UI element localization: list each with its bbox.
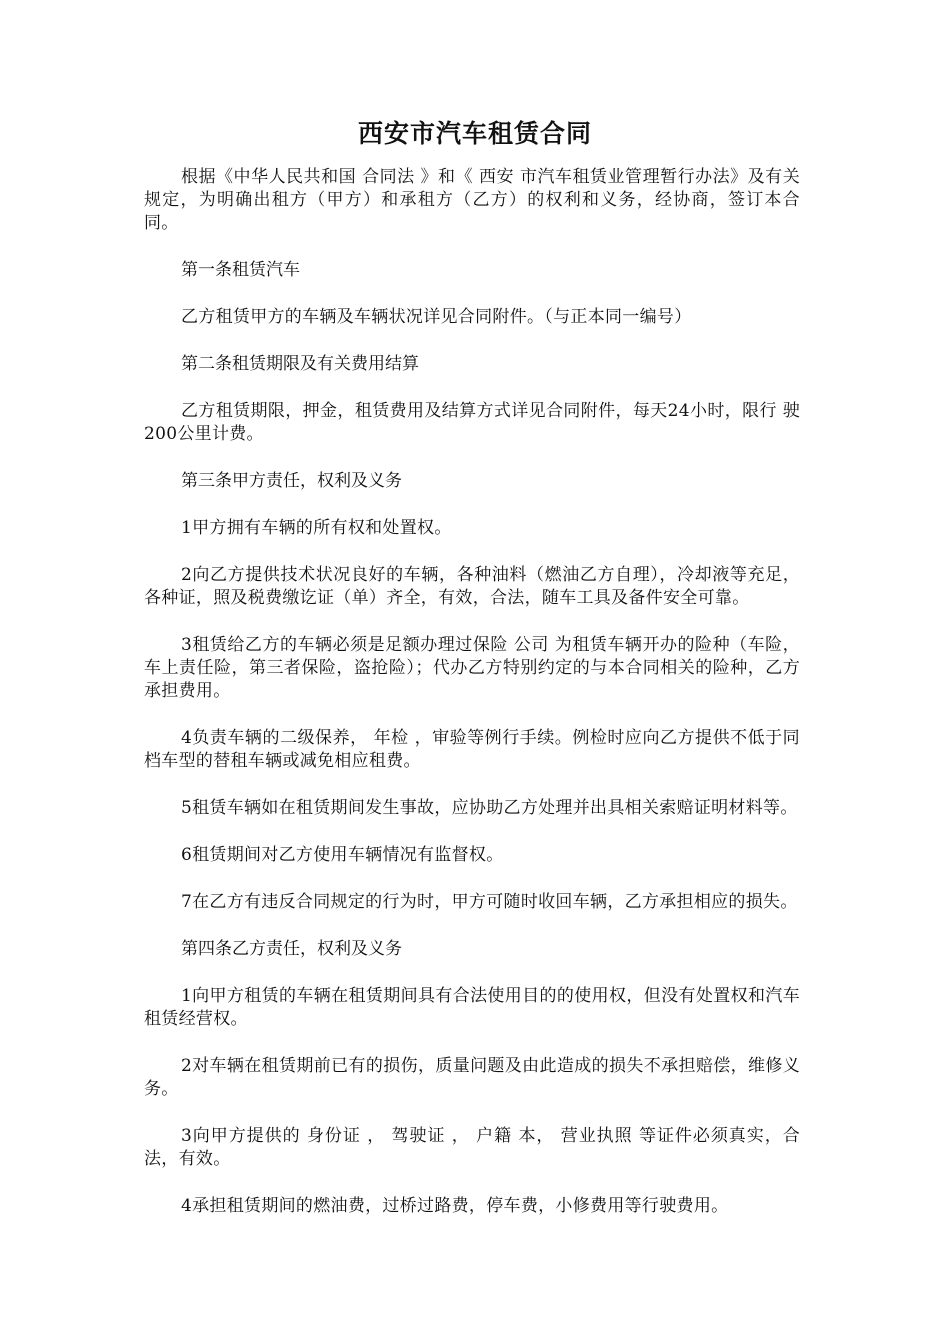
article-4-clause-2: 2对车辆在租赁期前已有的损伤，质量问题及由此造成的损失不承担赔偿，维修义务。	[144, 1056, 800, 1099]
article-3-clause-6: 6租赁期间对乙方使用车辆情况有监督权。	[181, 845, 504, 865]
article-4-clause-3: 3向甲方提供的 身份证 ， 驾驶证 ， 户籍 本， 营业执照 等证件必须真实，合法，有效。	[144, 1126, 800, 1169]
document-body	[144, 166, 800, 1242]
article-2-text: 乙方租赁期限，押金，租赁费用及结算方式详见合同附件，每天24小时，限行 驶200公里计费。	[144, 401, 800, 444]
article-3-clause-4: 4负责车辆的二级保养， 年检 ，审验等例行手续。例检时应向乙方提供不低于同档车型的替租车辆或减免相应租费。	[144, 728, 800, 771]
article-1-heading: 第一条租赁汽车	[181, 260, 300, 280]
article-3-clause-3: 3租赁给乙方的车辆必须是足额办理过保险 公司 为租赁车辆开办的险种（车险，车上责任险，第三者保险，盗抢险）；代办乙方特别约定的与本合同相关的险种，乙方承担费用。	[144, 635, 800, 701]
preamble-paragraph: 根据《中华人民共和国 合同法 》和《 西安 市汽车租赁业管理暂行办法》及有关规定，为明确出租方（甲方）和承租方（乙方）的权利和义务，经协商，签订本合同。	[144, 167, 800, 233]
article-4-clause-4: 4承担租赁期间的燃油费，过桥过路费，停车费，小修费用等行驶费用。	[181, 1196, 729, 1216]
article-4-clause-1: 1向甲方租赁的车辆在租赁期间具有合法使用目的的使用权，但没有处置权和汽车租赁经营权。	[144, 986, 800, 1029]
article-3-clause-5: 5租赁车辆如在租赁期间发生事故，应协助乙方处理并出具相关索赔证明材料等。	[181, 798, 798, 818]
article-3-heading: 第三条甲方责任，权利及义务	[181, 471, 402, 491]
article-3-clause-1: 1甲方拥有车辆的所有权和处置权。	[181, 518, 452, 538]
article-1-text: 乙方租赁甲方的车辆及车辆状况详见合同附件。（与正本同一编号）	[181, 307, 692, 327]
article-4-heading: 第四条乙方责任，权利及义务	[181, 939, 402, 959]
article-2-heading: 第二条租赁期限及有关费用结算	[181, 354, 419, 374]
article-3-clause-2: 2向乙方提供技术状况良好的车辆，各种油料（燃油乙方自理），冷却液等充足，各种证，照及税费缴讫证（单）齐全，有效，合法，随车工具及备件安全可靠。	[144, 565, 800, 608]
document-title: 西安市汽车租赁合同	[357, 119, 592, 148]
article-3-clause-7: 7在乙方有违反合同规定的行为时，甲方可随时收回车辆，乙方承担相应的损失。	[181, 892, 798, 912]
